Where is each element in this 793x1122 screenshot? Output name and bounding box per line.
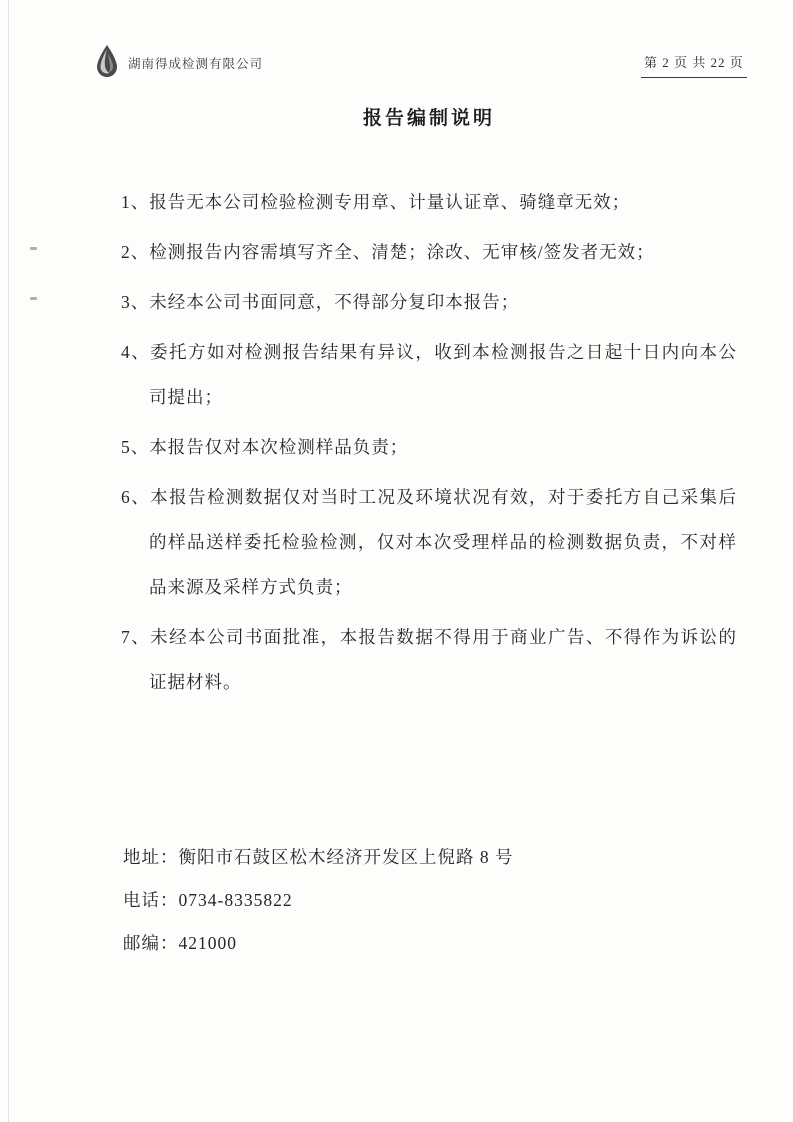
scan-edge-line — [8, 0, 9, 1122]
postcode-label: 邮编： — [123, 933, 179, 953]
list-item — [121, 425, 737, 470]
note-text: 委托方如对检测报告结果有异议，收到本检测报告之日起十日内向本公司提出； — [149, 342, 737, 407]
page-number: 第 2 页 共 22 页 — [641, 52, 747, 78]
list-item — [121, 230, 737, 275]
note-text: 未经本公司书面同意，不得部分复印本报告； — [149, 292, 520, 312]
phone-line — [123, 879, 623, 922]
page-title: 报告编制说明 — [362, 108, 495, 129]
company-name: 湖南得成检测有限公司 — [128, 57, 264, 71]
address-line — [123, 836, 623, 879]
contact-block — [123, 836, 623, 965]
note-number: 6、 — [121, 487, 151, 507]
note-number: 2、 — [121, 242, 150, 262]
phone-value: 0734-8335822 — [178, 890, 293, 910]
note-text: 报告无本公司检验检测专用章、计量认证章、骑缝章无效； — [149, 192, 631, 212]
note-text: 本报告仅对本次检测样品负责； — [149, 437, 409, 457]
note-number: 7、 — [121, 627, 151, 647]
address-value: 衡阳市石鼓区松木经济开发区上倪路 8 号 — [178, 847, 514, 867]
postcode-value: 421000 — [178, 933, 237, 953]
address-label: 地址： — [123, 847, 179, 867]
list-item — [121, 475, 737, 610]
scan-artifact-mark — [30, 297, 37, 300]
list-item — [121, 280, 737, 325]
note-number: 5、 — [121, 437, 150, 457]
list-item — [121, 330, 737, 420]
note-number: 4、 — [121, 342, 151, 362]
note-number: 3、 — [121, 292, 150, 312]
note-text: 未经本公司书面批准，本报告数据不得用于商业广告、不得作为诉讼的证据材料。 — [149, 627, 737, 692]
postcode-line — [123, 922, 623, 965]
phone-label: 电话： — [123, 890, 179, 910]
note-text: 本报告检测数据仅对当时工况及环境状况有效，对于委托方自己采集后的样品送样委托检验检测，仅对本次受理样品的检测数据负责，不对样品来源及采样方式负责； — [149, 487, 737, 597]
list-item — [121, 180, 737, 225]
scan-artifact-mark — [30, 247, 37, 250]
list-item — [121, 615, 737, 705]
note-text: 检测报告内容需填写齐全、清楚；涂改、无审核/签发者无效； — [149, 242, 655, 262]
notes-list — [121, 180, 737, 710]
note-number: 1、 — [121, 192, 150, 212]
droplet-logo-icon — [94, 44, 120, 78]
